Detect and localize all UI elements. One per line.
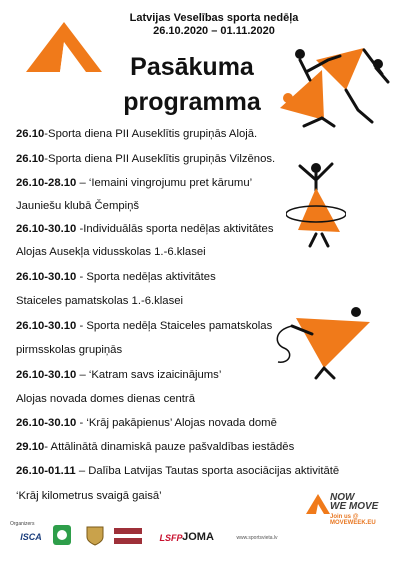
dancing-couple-figures [276, 40, 396, 130]
program-row: Staiceles pamatskolas 1.-6.klasei [16, 295, 184, 307]
hula-hoop-figure [286, 158, 346, 248]
program-row: 26.10-01.11 – Dalība Latvijas Tautas sporta asociācijas aktivitātē [16, 465, 340, 477]
ceepa-logo [52, 524, 72, 546]
lsfp-logo: LSFP [159, 533, 183, 543]
program-row: 29.10- Attālinātā dinamiskā pauze pašvaldības iestādēs [16, 441, 295, 453]
program-row: 26.10-Sporta diena PII Auseklītis grupiņās Vilzēnos. [16, 153, 276, 165]
joma-logo: JOMA [182, 531, 214, 543]
brand-now-we-move: NOW WE MOVE [330, 492, 379, 512]
brand-join-us: Join us @ MOVEWEEK.EU [330, 514, 376, 526]
municipality-crest-icon [86, 526, 104, 546]
program-row: 26.10-30.10 - Sporta nedēļa Staiceles pamatskolas [16, 320, 273, 332]
sportsvieta-logo: www.sportsvieta.lv [236, 535, 278, 541]
program-row: 26.10-30.10 - ‘Krāj pakāpienus’ Alojas novada domē [16, 417, 277, 429]
program-row: pirmsskolas grupiņās [16, 344, 123, 356]
program-row: 26.10-30.10 -Individuālās sporta nedēļas aktivitātes [16, 223, 274, 235]
program-row: 26.10-Sporta diena PII Auseklītis grupiņās Alojā. [16, 128, 258, 140]
program-row: 26.10-28.10 – ‘Iemaini vingrojumu pret kārumu’ [16, 177, 253, 189]
page-title-line2: programma [123, 88, 261, 116]
organizers-label: Organizers [10, 521, 35, 527]
latvia-flag-icon [114, 528, 142, 544]
now-we-move-arrow-icon [306, 492, 330, 516]
program-row: ‘Krāj kilometrus svaigā gaisā’ [16, 490, 162, 502]
isca-logo: ISCA [20, 532, 42, 542]
program-row: 26.10-30.10 - Sporta nedēļas aktivitātes [16, 271, 216, 283]
program-row: 26.10-30.10 – ‘Katram savs izaicinājums’ [16, 369, 222, 381]
program-row: Alojas novada domes dienas centrā [16, 393, 195, 405]
moveweek-arrow-logo [20, 18, 102, 74]
program-row: Alojas Ausekļa vidusskolas 1.-6.klasei [16, 246, 206, 258]
ribbon-figure [272, 304, 372, 380]
event-name: Latvijas Veselības sporta nedēļa [129, 12, 299, 24]
program-row: Jauniešu klubā Čempiņš [16, 200, 140, 212]
event-dates: 26.10.2020 – 01.11.2020 [153, 25, 275, 37]
page-title-line1: Pasākuma [130, 53, 254, 81]
